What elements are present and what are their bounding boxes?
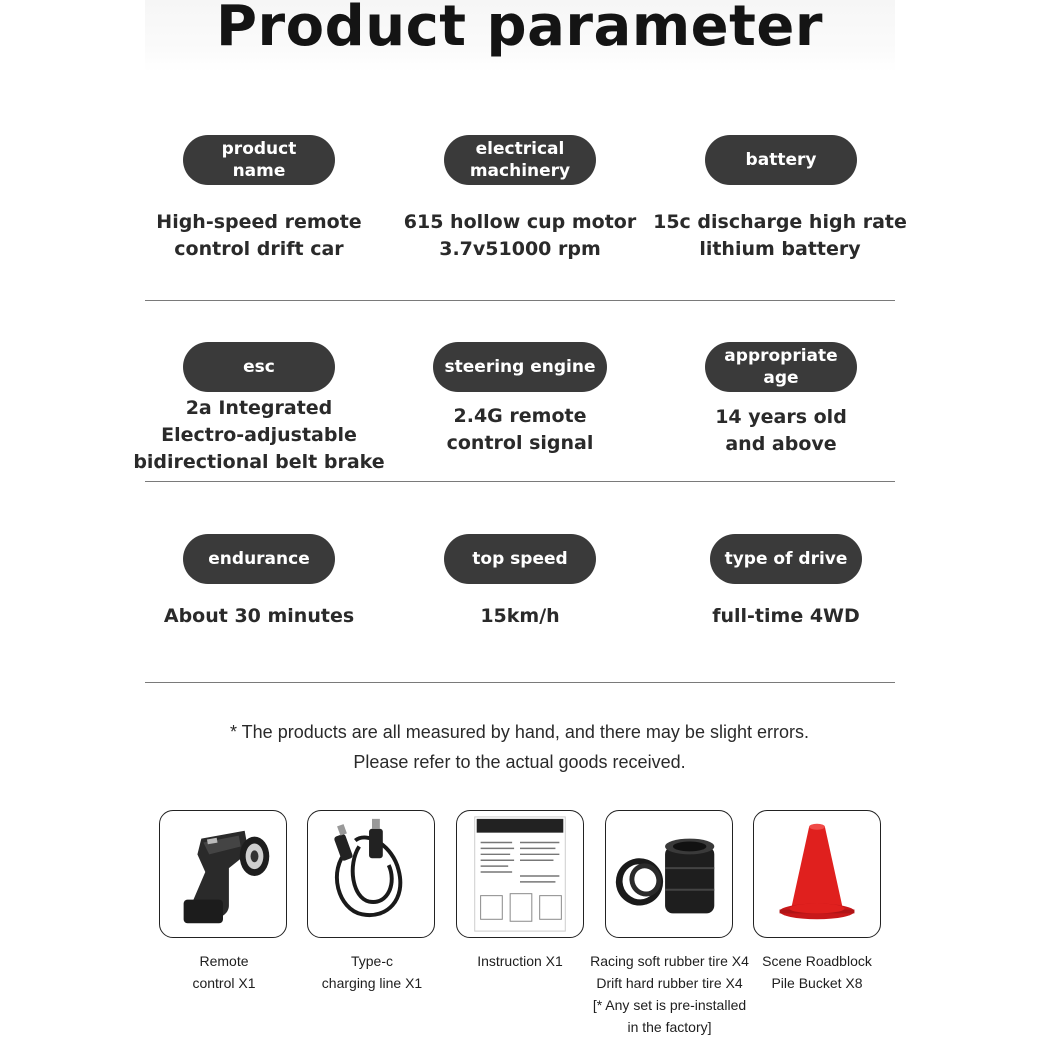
param-label: product name — [183, 135, 335, 185]
param-battery — [650, 135, 910, 275]
traffic-cone-icon — [754, 811, 880, 937]
param-steering-engine — [390, 342, 650, 482]
param-label: top speed — [444, 534, 596, 584]
param-value: About 30 minutes — [163, 605, 355, 627]
accessory-label: Remote control X1 — [192, 953, 256, 991]
param-top-speed — [390, 534, 650, 654]
param-value: 615 hollow cup motor 3.7v51000 rpm — [403, 211, 637, 260]
accessory-label: Type-c charging line X1 — [321, 953, 423, 991]
param-value: 2a Integrated Electro-adjustable bidirectional belt brake — [133, 397, 385, 473]
param-value: 14 years old and above — [715, 406, 847, 455]
remote-control-icon — [160, 811, 286, 937]
param-value: full-time 4WD — [712, 605, 860, 627]
disclaimer-line-1: * The products are all measured by hand, and there may be slight errors. — [230, 722, 809, 742]
divider — [145, 300, 895, 301]
param-value: 2.4G remote control signal — [446, 405, 594, 454]
accessory-tires — [605, 810, 733, 938]
instruction-sheet-icon — [457, 811, 583, 937]
param-value: 15km/h — [480, 605, 560, 627]
usb-cable-icon — [308, 811, 434, 937]
param-esc — [129, 342, 389, 482]
accessory-label: Racing soft rubber tire X4 Drift hard rubber tire X4 [* Any set is pre-installed in the factory] — [590, 953, 749, 1035]
divider — [145, 682, 895, 683]
param-label: esc — [183, 342, 335, 392]
accessory-traffic-cone — [753, 810, 881, 938]
param-label: electrical machinery — [444, 135, 596, 185]
divider — [145, 481, 895, 482]
accessory-usb-cable — [307, 810, 435, 938]
accessory-label: Scene Roadblock Pile Bucket X8 — [762, 953, 872, 991]
param-label: steering engine — [433, 342, 607, 392]
param-type-of-drive — [656, 534, 916, 654]
param-label: appropriate age — [705, 342, 857, 392]
param-endurance — [129, 534, 389, 654]
tires-icon — [606, 811, 732, 937]
param-label: endurance — [183, 534, 335, 584]
disclaimer-line-2: Please refer to the actual goods received. — [353, 752, 686, 772]
param-label: type of drive — [710, 534, 862, 584]
param-label: battery — [705, 135, 857, 185]
param-electrical-machinery — [390, 135, 650, 275]
param-appropriate-age — [650, 342, 910, 482]
accessory-remote-control — [159, 810, 287, 938]
accessory-label: Instruction X1 — [477, 953, 563, 969]
param-product-name — [129, 135, 389, 275]
accessory-instruction — [456, 810, 584, 938]
page-title: Product parameter — [215, 0, 824, 59]
param-value: High-speed remote control drift car — [156, 211, 362, 260]
param-value: 15c discharge high rate lithium battery — [653, 211, 907, 260]
